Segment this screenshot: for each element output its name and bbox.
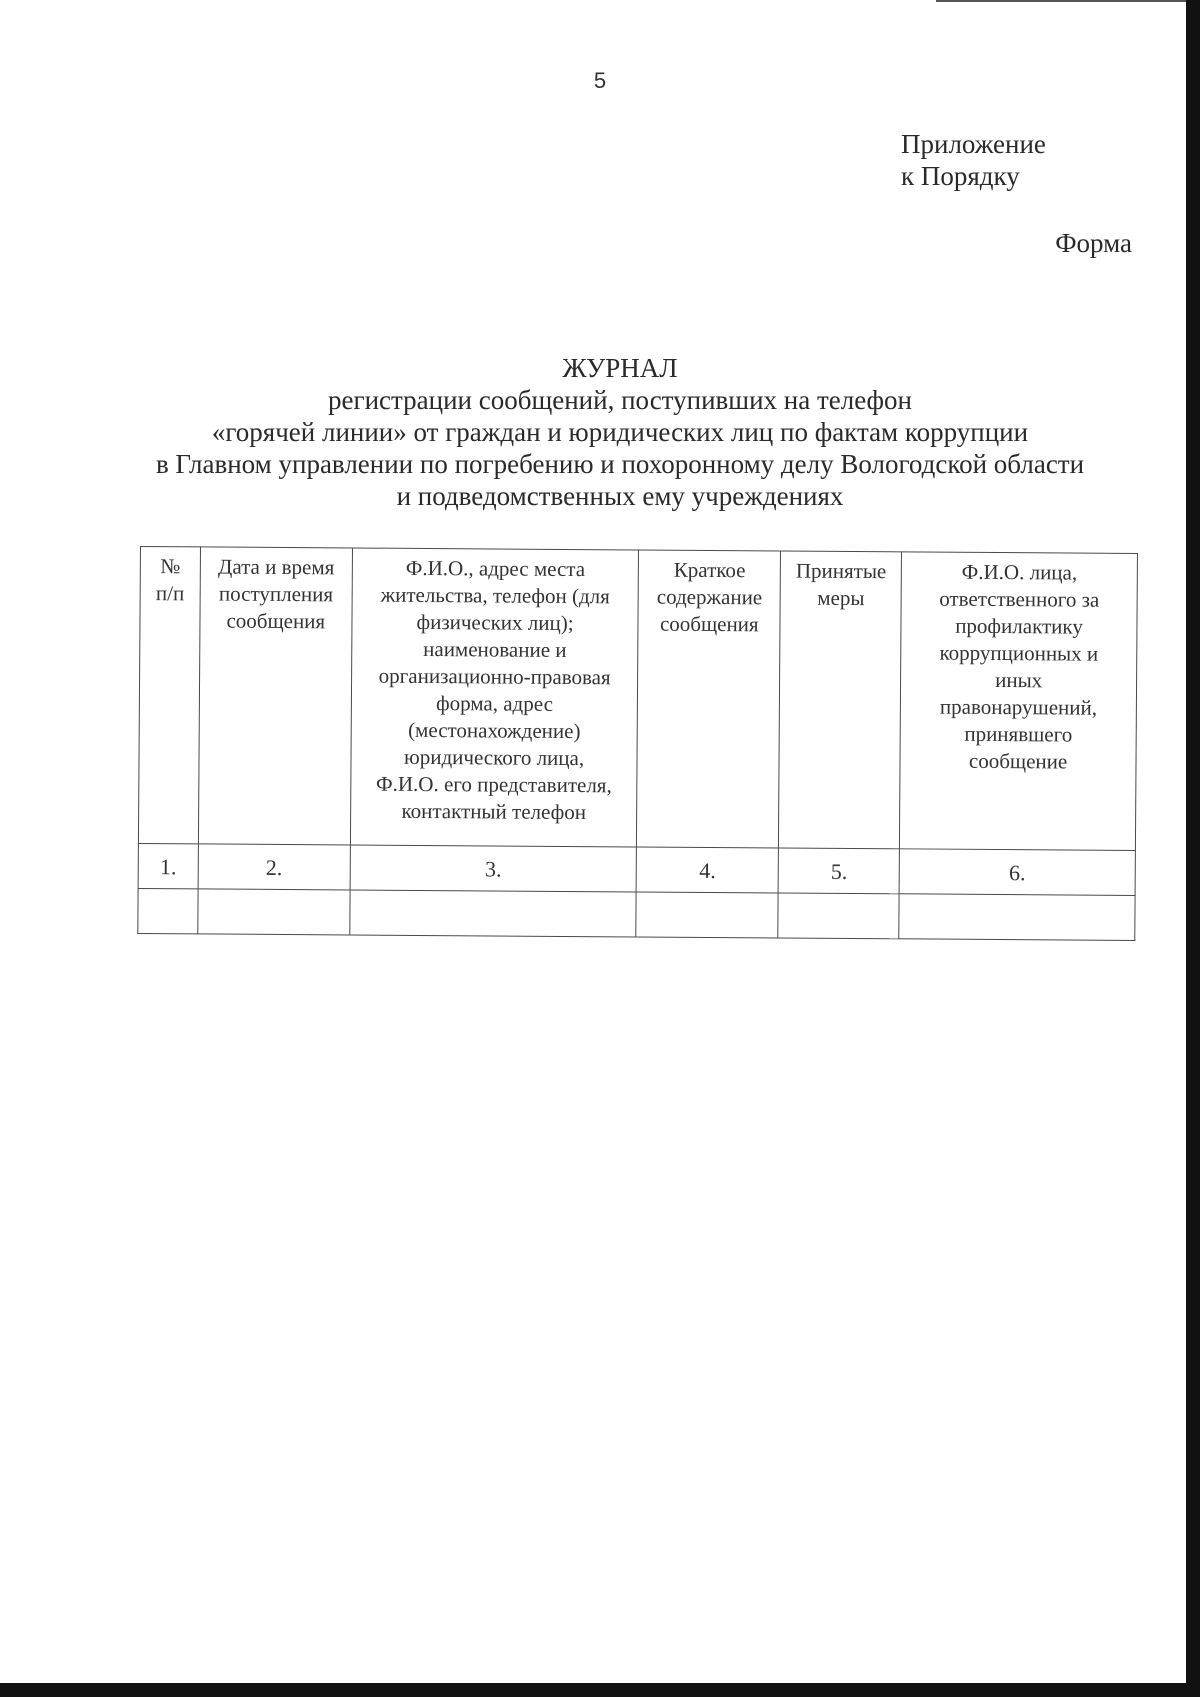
header-text-line: коррупционных и bbox=[939, 640, 1099, 666]
header-cell-measures bbox=[779, 551, 902, 849]
header-text-line: наименование и bbox=[423, 636, 567, 662]
column-number: 4. bbox=[637, 847, 779, 893]
scan-edge-top bbox=[936, 0, 1186, 2]
header-text-line: физических лиц); bbox=[416, 609, 574, 636]
header-text-line: поступления bbox=[218, 581, 334, 607]
header-cell-summary bbox=[637, 550, 781, 848]
empty-cell[interactable] bbox=[899, 894, 1135, 941]
header-text-line: жительства, телефон (для bbox=[380, 582, 610, 609]
header-text-line: (местонахождение) bbox=[408, 717, 581, 744]
header-text-line: Дата и время bbox=[217, 554, 335, 580]
column-number: 1. bbox=[138, 843, 198, 888]
column-number-row bbox=[138, 843, 1135, 895]
header-text-line: Ф.И.О. его представителя, bbox=[376, 771, 612, 798]
empty-cell[interactable] bbox=[198, 889, 350, 935]
title-line-3: в Главном управлении по погребению и похоронному делу Вологодской области bbox=[155, 449, 1085, 479]
header-text-line: Ф.И.О. лица, bbox=[961, 559, 1078, 585]
header-text-line: меры bbox=[817, 585, 865, 611]
header-text-line: Ф.И.О., адрес места bbox=[405, 555, 586, 582]
header-cell-number bbox=[138, 547, 200, 844]
empty-entry-row bbox=[138, 888, 1135, 940]
empty-cell[interactable] bbox=[778, 893, 899, 939]
title-line-4: и подведомственных ему учреждениях bbox=[396, 481, 844, 511]
column-number: 3. bbox=[350, 845, 637, 892]
form-label: Форма bbox=[1055, 228, 1132, 258]
header-text-line: сообщения bbox=[659, 611, 759, 637]
appendix-line-1: Приложение bbox=[901, 129, 1046, 159]
scan-edge-bottom bbox=[0, 1683, 1200, 1697]
document-title bbox=[120, 352, 1120, 512]
column-number: 2. bbox=[198, 844, 350, 890]
page-number: 5 bbox=[593, 68, 607, 93]
journal-table bbox=[137, 546, 1138, 941]
header-text-line: № bbox=[160, 554, 181, 579]
header-text-line: форма, адрес bbox=[435, 691, 554, 716]
empty-cell[interactable] bbox=[636, 892, 778, 938]
header-text-line: контактный телефон bbox=[401, 798, 587, 825]
column-number: 5. bbox=[778, 848, 899, 894]
header-cell-responsible bbox=[900, 552, 1138, 851]
header-text-line: принявшего bbox=[964, 721, 1073, 747]
header-text-line: сообщения bbox=[226, 608, 326, 634]
header-cell-sender-info bbox=[350, 548, 639, 847]
header-cell-datetime bbox=[198, 547, 352, 845]
title-line-1: регистрации сообщений, поступивших на телефон bbox=[328, 385, 912, 415]
header-text-line: ответственного за bbox=[939, 586, 1100, 612]
column-number: 6. bbox=[899, 849, 1135, 896]
title-heading: ЖУРНАЛ bbox=[562, 353, 678, 383]
scan-edge-right bbox=[1186, 0, 1200, 1697]
header-text-line: профилактику bbox=[955, 613, 1083, 639]
header-text-line: правонарушений, bbox=[939, 694, 1098, 720]
table-header-row bbox=[138, 547, 1137, 851]
header-text-line: п/п bbox=[155, 581, 185, 606]
header-text-line: сообщение bbox=[968, 748, 1068, 774]
header-text-line: Принятые bbox=[795, 558, 887, 584]
header-text-line: содержание bbox=[656, 584, 763, 610]
appendix-line-2: к Порядку bbox=[901, 161, 1020, 191]
header-text-line: организационно-правовая bbox=[378, 663, 611, 690]
title-line-2: «горячей линии» от граждан и юридических лиц по фактам коррупции bbox=[211, 417, 1029, 447]
appendix-note bbox=[901, 128, 1046, 192]
header-text-line: иных bbox=[995, 667, 1043, 693]
header-text-line: Краткое bbox=[673, 557, 746, 583]
header-text-line: юридического лица, bbox=[403, 744, 585, 771]
empty-cell[interactable] bbox=[350, 890, 637, 937]
empty-cell[interactable] bbox=[138, 888, 198, 933]
